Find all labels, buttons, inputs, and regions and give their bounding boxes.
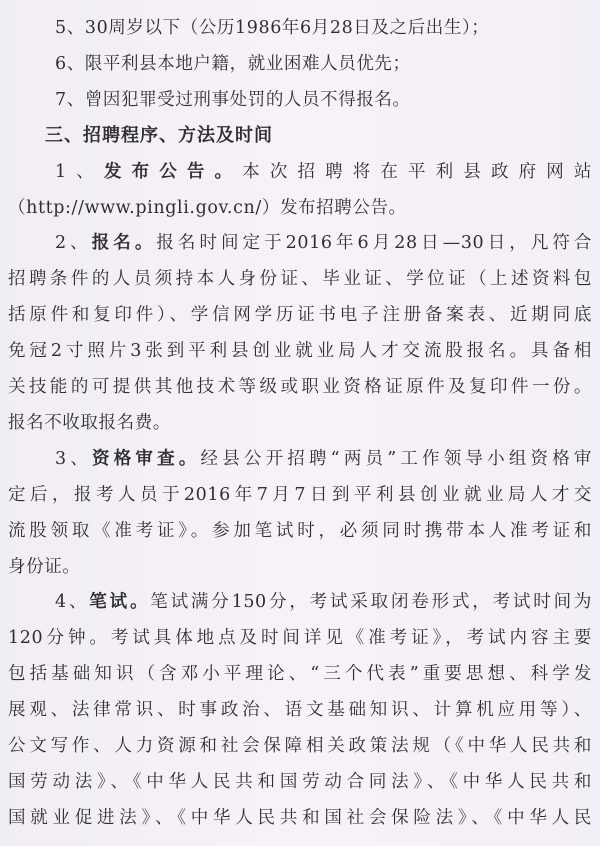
- step-2-line: 报名不收取报名费。: [8, 413, 171, 433]
- condition-item-7: 7、曾因犯罪受过刑事处罚的人员不得报名。: [55, 90, 411, 110]
- step-3-line: 身份证。: [8, 557, 81, 577]
- step-2-title: 报名。: [91, 233, 157, 253]
- step-2-first-line: [55, 231, 592, 255]
- step-2-text: 报名时间定于2016年6月28日—30日，凡符合: [156, 233, 593, 253]
- section-heading: 三、招聘程序、方法及时间: [45, 125, 273, 146]
- step-3-line: 定后，报考人员于2016年7月7日到平利县创业就业局人才交: [8, 485, 592, 505]
- step-4-number: 4、: [55, 592, 90, 612]
- step-2-line: 括原件和复印件）、学信网学历证书电子注册备案表、近期同底: [8, 305, 592, 325]
- step-4-text: 笔试满分150分，考试采取闭卷形式，考试时间为: [150, 592, 592, 612]
- step-4-line: 展观、法律常识、时事政治、语文基础知识、计算机应用等）、: [8, 700, 592, 720]
- step-4-line: 120分钟。考试具体地点及时间详见《准考证》，考试内容主要: [8, 628, 592, 648]
- step-3-number: 3、: [55, 449, 93, 469]
- condition-item-5: 5、30周岁以下（公历1986年6月28日及之后出生）；: [55, 18, 490, 38]
- step-4-line: 公文写作、人力资源和社会保障相关政策法规（《中华人民共和: [8, 736, 592, 756]
- step-4-line: 国劳动法》、《中华人民共和国劳动合同法》、《中华人民共和: [8, 772, 592, 792]
- step-4-line: 国就业促进法》、《中华人民共和国社会保险法》、《中华人民: [8, 808, 592, 828]
- step-1-url-line: （http://www.pingli.gov.cn/）发布招聘公告。: [8, 198, 407, 218]
- step-3-line: 流股领取《准考证》。参加笔试时，必须同时携带本人准考证和: [8, 521, 592, 541]
- condition-item-6: 6、限平利县本地户籍，就业困难人员优先；: [55, 54, 411, 74]
- step-3-first-line: [55, 447, 592, 471]
- step-4-first-line: [55, 590, 592, 614]
- step-3-title: 资格审查。: [92, 449, 201, 469]
- step-1-title: 发布公告。: [103, 162, 243, 182]
- step-4-title: 笔试。: [89, 592, 151, 612]
- step-1-number: 1、: [55, 162, 104, 182]
- step-2-number: 2、: [55, 233, 92, 253]
- step-2-line: 关技能的可提供其他技术等级或职业资格证原件及复印件一份。: [8, 377, 592, 397]
- step-3-text: 经县公开招聘“两员”工作领导小组资格审: [200, 449, 593, 469]
- step-4-line: 包括基础知识（含邓小平理论、“三个代表”重要思想、科学发: [8, 664, 592, 684]
- step-2-line: 招聘条件的人员须持本人身份证、毕业证、学位证（上述资料包: [8, 269, 592, 289]
- step-1-first-line: [55, 160, 592, 184]
- step-2-line: 免冠2寸照片3张到平利县创业就业局人才交流股报名。具备相: [8, 341, 592, 361]
- step-1-text: 本次招聘将在平利县政府网站: [242, 162, 593, 182]
